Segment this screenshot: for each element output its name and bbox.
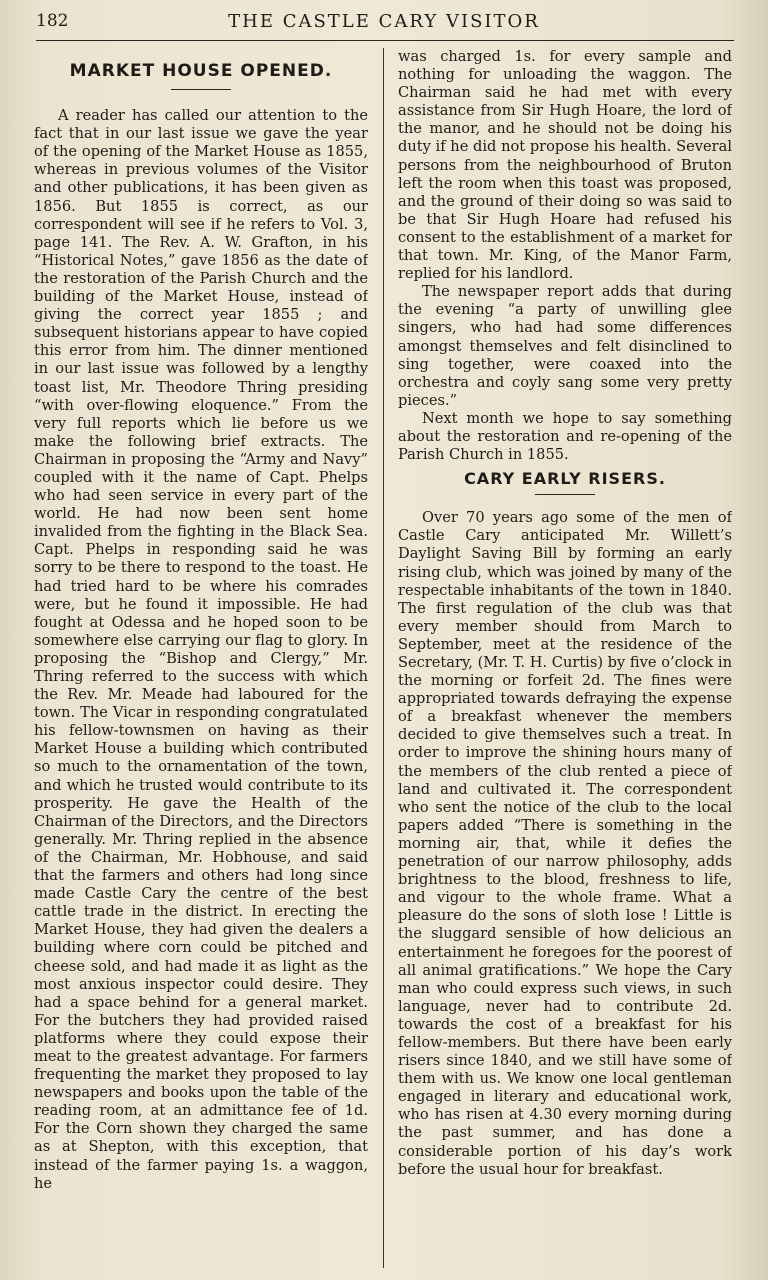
title-rule bbox=[171, 89, 231, 90]
right-column bbox=[398, 48, 732, 1274]
page-number: 182 bbox=[36, 11, 69, 31]
article-body-early-risers: Over 70 years ago some of the men of Castle Cary anticipated Mr. Willett’s Daylight Saving Bill by forming an early rising club, which was joined by many of the respectable inhabitants of the town in 1840. The first regulation of the club was that every member should from March to September, meet at the residence of the Secretary, (Mr. T. H. Curtis) by five o’clock in the morning or forfeit 2d. The fines were appropriated towards defraying the expense of a breakfast whenever the members decided to give themselves such a treat. In order to improve the shining hours many of the members of the club rented a piece of land and cultivated it. The correspondent who sent the notice of the club to the local papers added “There is something in the morning air, that, while it defies the penetration of our narrow philosophy, adds brightness to the blood, freshness to life, and vigour to the whole frame. What a pleasure do the sons of sloth lose ! Little is the sluggard sensible of how delicious an entertainment he foregoes for the poorest of all animal gratifications.” We hope the Cary man who could express such views, in such language, never had to contribute 2d. towards the cost of a breakfast for his fellow-members. But there have been early risers since 1840, and we still have some of them with us. We know one local gentleman engaged in literary and educational work, who has risen at 4.30 every morning during the past summer, and has done a considerable portion of his day’s work before the usual hour for breakfast. bbox=[398, 509, 732, 1178]
article-body-market-house: A reader has called our attention to the fact that in our last issue we gave the year of the opening of the Market House as 1855, whereas in previous volumes of the Visitor and other publications, it has been given as 1856. But 1855 is correct, as our correspondent will see if he refers to Vol. 3, page 141. The Rev. A. W. Grafton, in his “Historical Notes,” gave 1856 as the date of the restoration of the Parish Church and the building of the Market House, instead of giving the correct year 1855 ; and subsequent historians appear to have copied this error from him. The dinner mentioned in our last issue was followed by a lengthy toast list, Mr. Theodore Thring presiding “with over-flowing eloquence.” From the very full reports which lie before us we make the following brief extracts. The Chairman in proposing the “Army and Navy” coupled with it the name of Capt. Phelps who had seen service in every part of the world. He had now been sent home invalided from the fighting in the Black Sea. Capt. Phelps in responding said he was sorry to be there to respond to the toast. He had tried hard to be where his comrades were, but he found it impossible. He had fought at Odessa and he hoped soon to be somewhere else carrying our flag to glory. In proposing the “Bishop and Clergy,” Mr. Thring referred to the success with which the Rev. Mr. Meade had laboured for the town. The Vicar in responding congratulated his fellow-townsmen on having as their Market House a building which contributed so much to the ornamentation of the town, and which he trusted would contribute to its prosperity. He gave the Health of the Chairman of the Directors, and the Directors generally. Mr. Thring replied in the absence of the Chairman, Mr. Hobhouse, and said that the farmers and others had long since made Castle Cary the centre of the best cattle trade in the district. In erecting the Market House, they had given the dealers a building where corn could be pitched and cheese sold, and had made it as light as the most anxious inspector could desire. They had a space behind for a general market. For the butchers they had provided raised platforms where they could expose their meat to the greatest advantage. For farmers frequenting the market they proposed to lay newspapers and books upon the table of the reading room, at an admittance fee of 1d. For the Corn shown they charged the same as at Shepton, with this exception, that instead of the farmer paying 1s. a waggon, he bbox=[34, 107, 368, 1192]
running-title: THE CASTLE CARY VISITOR bbox=[228, 11, 540, 32]
article-paragraph: Next month we hope to say something about the restoration and re-opening of the Parish Church in 1855. bbox=[398, 409, 732, 464]
article-paragraph: The newspaper report adds that during the evening “a party of unwilling glee singers, who had had some differences amongst themselves and felt disinclined to sing together, were coaxed into the orchestra and coyly sang some very pretty pieces.” bbox=[398, 283, 732, 409]
title-rule bbox=[535, 494, 595, 495]
header-rule bbox=[36, 40, 734, 41]
page-header bbox=[0, 9, 768, 39]
article-title-market-house: MARKET HOUSE OPENED. bbox=[69, 61, 333, 81]
column-divider bbox=[383, 48, 384, 1268]
left-column bbox=[34, 48, 368, 1274]
article-continuation: was charged 1s. for every sample and nothing for unloading the waggon. The Chairman said he had met with every assistance from Sir Hugh Hoare, the lord of the manor, and he should not be doing his duty if he did not propose his health. Several persons from the neighbourhood of Bruton left the room when this toast was proposed, and the ground of their doing so was said to be that Sir Hugh Hoare had refused his consent to the establishment of a market for that town. Mr. King, of the Manor Farm, replied for his landlord. bbox=[398, 48, 732, 283]
article-title-early-risers: CARY EARLY RISERS. bbox=[464, 469, 666, 489]
